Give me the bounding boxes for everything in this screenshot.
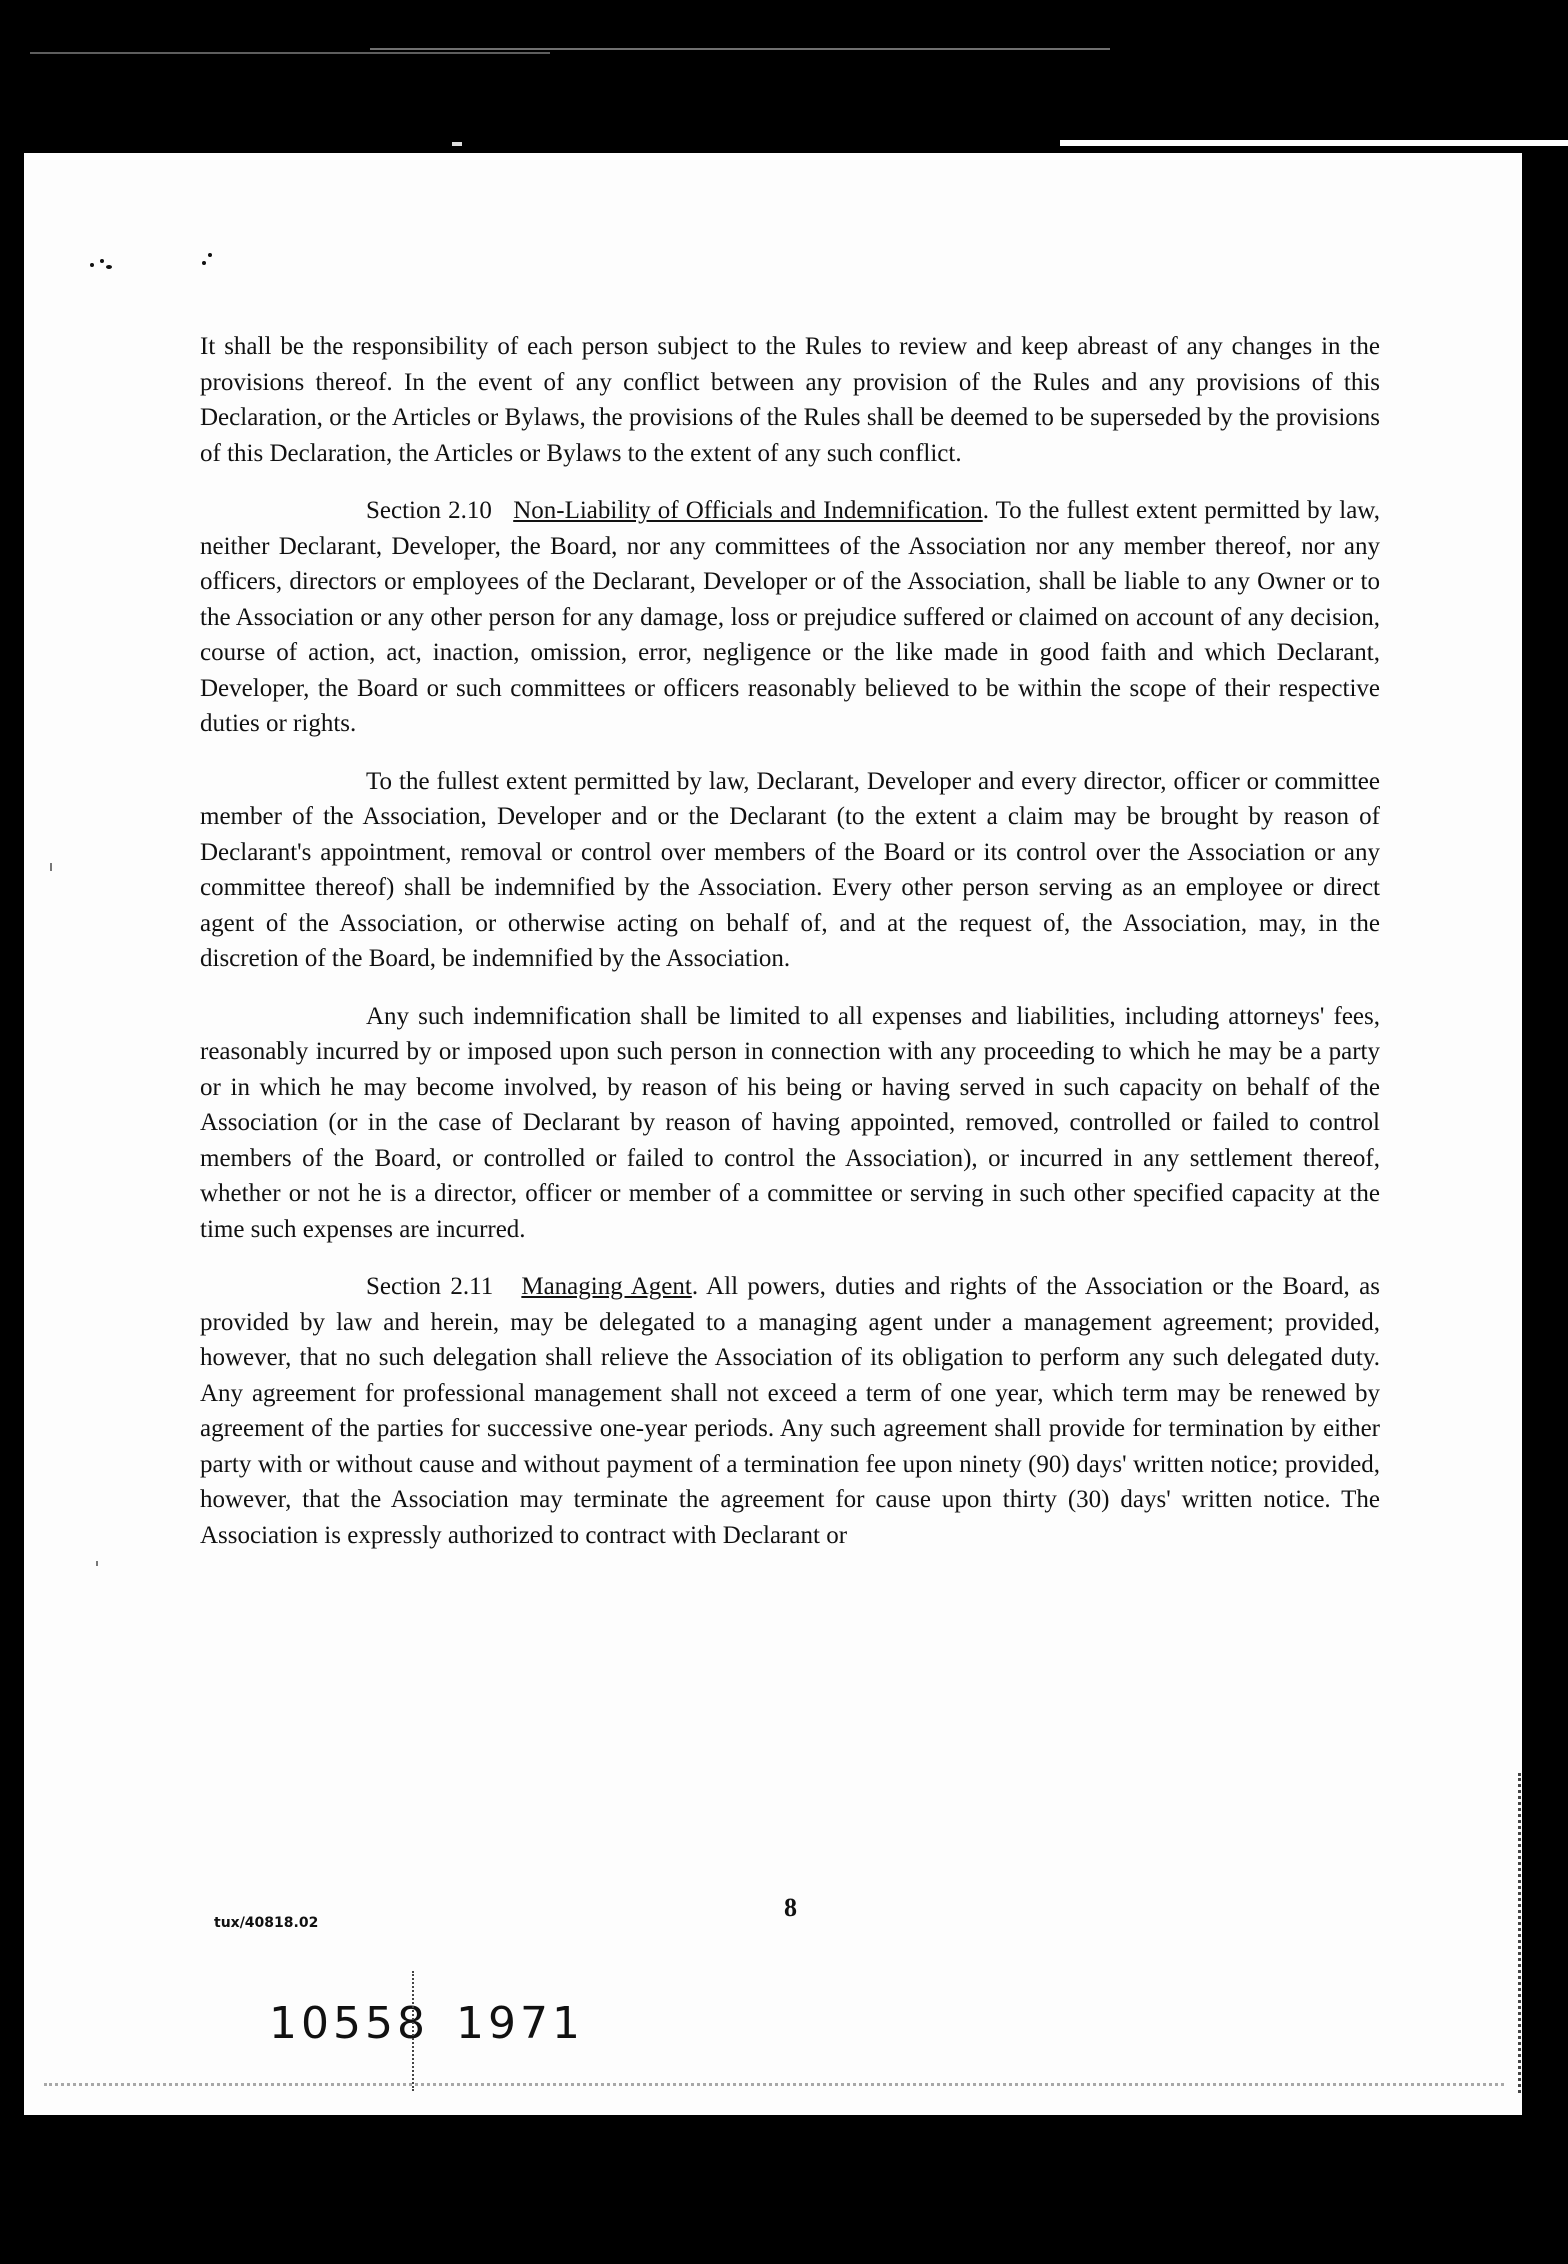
section-paragraph — [200, 1269, 1380, 1553]
stamp-number-left: 10558 — [269, 1998, 429, 2049]
section-label: Section 2.10 — [366, 497, 492, 524]
scan-speck — [50, 863, 52, 871]
speck — [100, 259, 104, 263]
scan-noise-line — [452, 142, 462, 146]
paragraph-text: To the fullest extent permitted by law, Declarant, Developer and every director, officer or committee member of the Association, Developer and or the Declarant (to the extent a claim may be brought by reason of Declarant's appointment, removal or control over members of the Board or its control over the Association or any committee thereof) shall be indemnified by the Association. Every other person serving as an employee or direct agent of the Association, or otherwise acting on behalf of, and at the request of, the Association, may, in the discretion of the Board, be indemnified by the Association. — [200, 767, 1380, 972]
stamp-number-right: 1971 — [456, 1998, 584, 2049]
scan-top-border — [0, 0, 1568, 150]
paragraph — [200, 329, 1380, 471]
scan-specks — [90, 253, 230, 273]
speck — [208, 253, 212, 257]
document-body — [200, 329, 1380, 1575]
paragraph-text: Any such indemnification shall be limited to all expenses and liabilities, including attorneys' fees, reasonably incurred by or imposed upon such person in connection with any proceeding to which he may be a party or in which he may become involved, by reason of his being or having served in such capacity on behalf of the Association (or in the case of Declarant by reason of having appointed, removed, controlled or failed to control members of the Board, or controlled or failed to control the Association), or incurred in any settlement thereof, whether or not he is a director, officer or member of a committee or serving in such other specified capacity at the time such expenses are incurred. — [200, 1002, 1380, 1243]
scan-noise-line — [370, 48, 1110, 50]
document-page — [24, 153, 1522, 2115]
speck — [90, 263, 94, 267]
scan-noise-line — [1060, 140, 1568, 146]
scan-bottom-dots — [44, 2083, 1504, 2098]
paragraph — [200, 764, 1380, 977]
paragraph-text: It shall be the responsibility of each person subject to the Rules to review and keep abreast of any changes in the provisions thereof. In the event of any conflict between any provision of the Rules and any provisions of this Declaration, or the Articles or Bylaws, the provisions of the Rules shall be deemed to be superseded by the provisions of this Declaration, the Articles or Bylaws to the extent of any such conflict. — [200, 333, 1380, 467]
section-title: Managing Agent — [521, 1273, 692, 1300]
section-label: Section 2.11 — [366, 1273, 494, 1300]
scan-noise-line — [30, 52, 550, 54]
section-title: Non-Liability of Officials and Indemnification — [513, 497, 983, 524]
scan-right-dots — [1518, 1773, 1523, 2093]
section-paragraph — [200, 493, 1380, 742]
scan-speck — [96, 1561, 98, 1566]
paragraph-text: . All powers, duties and rights of the Association or the Board, as provided by law and herein, may be delegated to a managing agent under a management agreement; provided, however, that no such delegation shall relieve the Association of its obligation to perform any such delegated duty. Any agreement for professional management shall not exceed a term of one year, which term may be renewed by agreement of the parties for successive one-year periods. Any such agreement shall provide for termination by either party with or without cause and without payment of a termination fee upon ninety (90) days' written notice; provided, however, that the Association may terminate the agreement for cause upon thirty (30) days' written notice. The Association is expressly authorized to contract with Declarant or — [200, 1273, 1381, 1549]
document-id: tux/40818.02 — [214, 1915, 319, 1931]
stamp-divider — [412, 1971, 415, 2091]
page-number: 8 — [784, 1893, 797, 1922]
paragraph — [200, 999, 1380, 1248]
paragraph-text: . To the fullest extent permitted by law, neither Declarant, Developer, the Board, nor any committees of the Association nor any member thereof, nor any officers, directors or employees of the Declarant, Developer or of the Association, shall be liable to any Owner or to the Association or any other person for any damage, loss or prejudice suffered or claimed on account of any decision, course of action, act, inaction, omission, error, negligence or the like made in good faith and which Declarant, Developer, the Board or such committees or officers reasonably believed to be within the scope of their respective duties or rights. — [200, 497, 1380, 737]
speck — [202, 261, 206, 265]
speck — [106, 265, 112, 269]
